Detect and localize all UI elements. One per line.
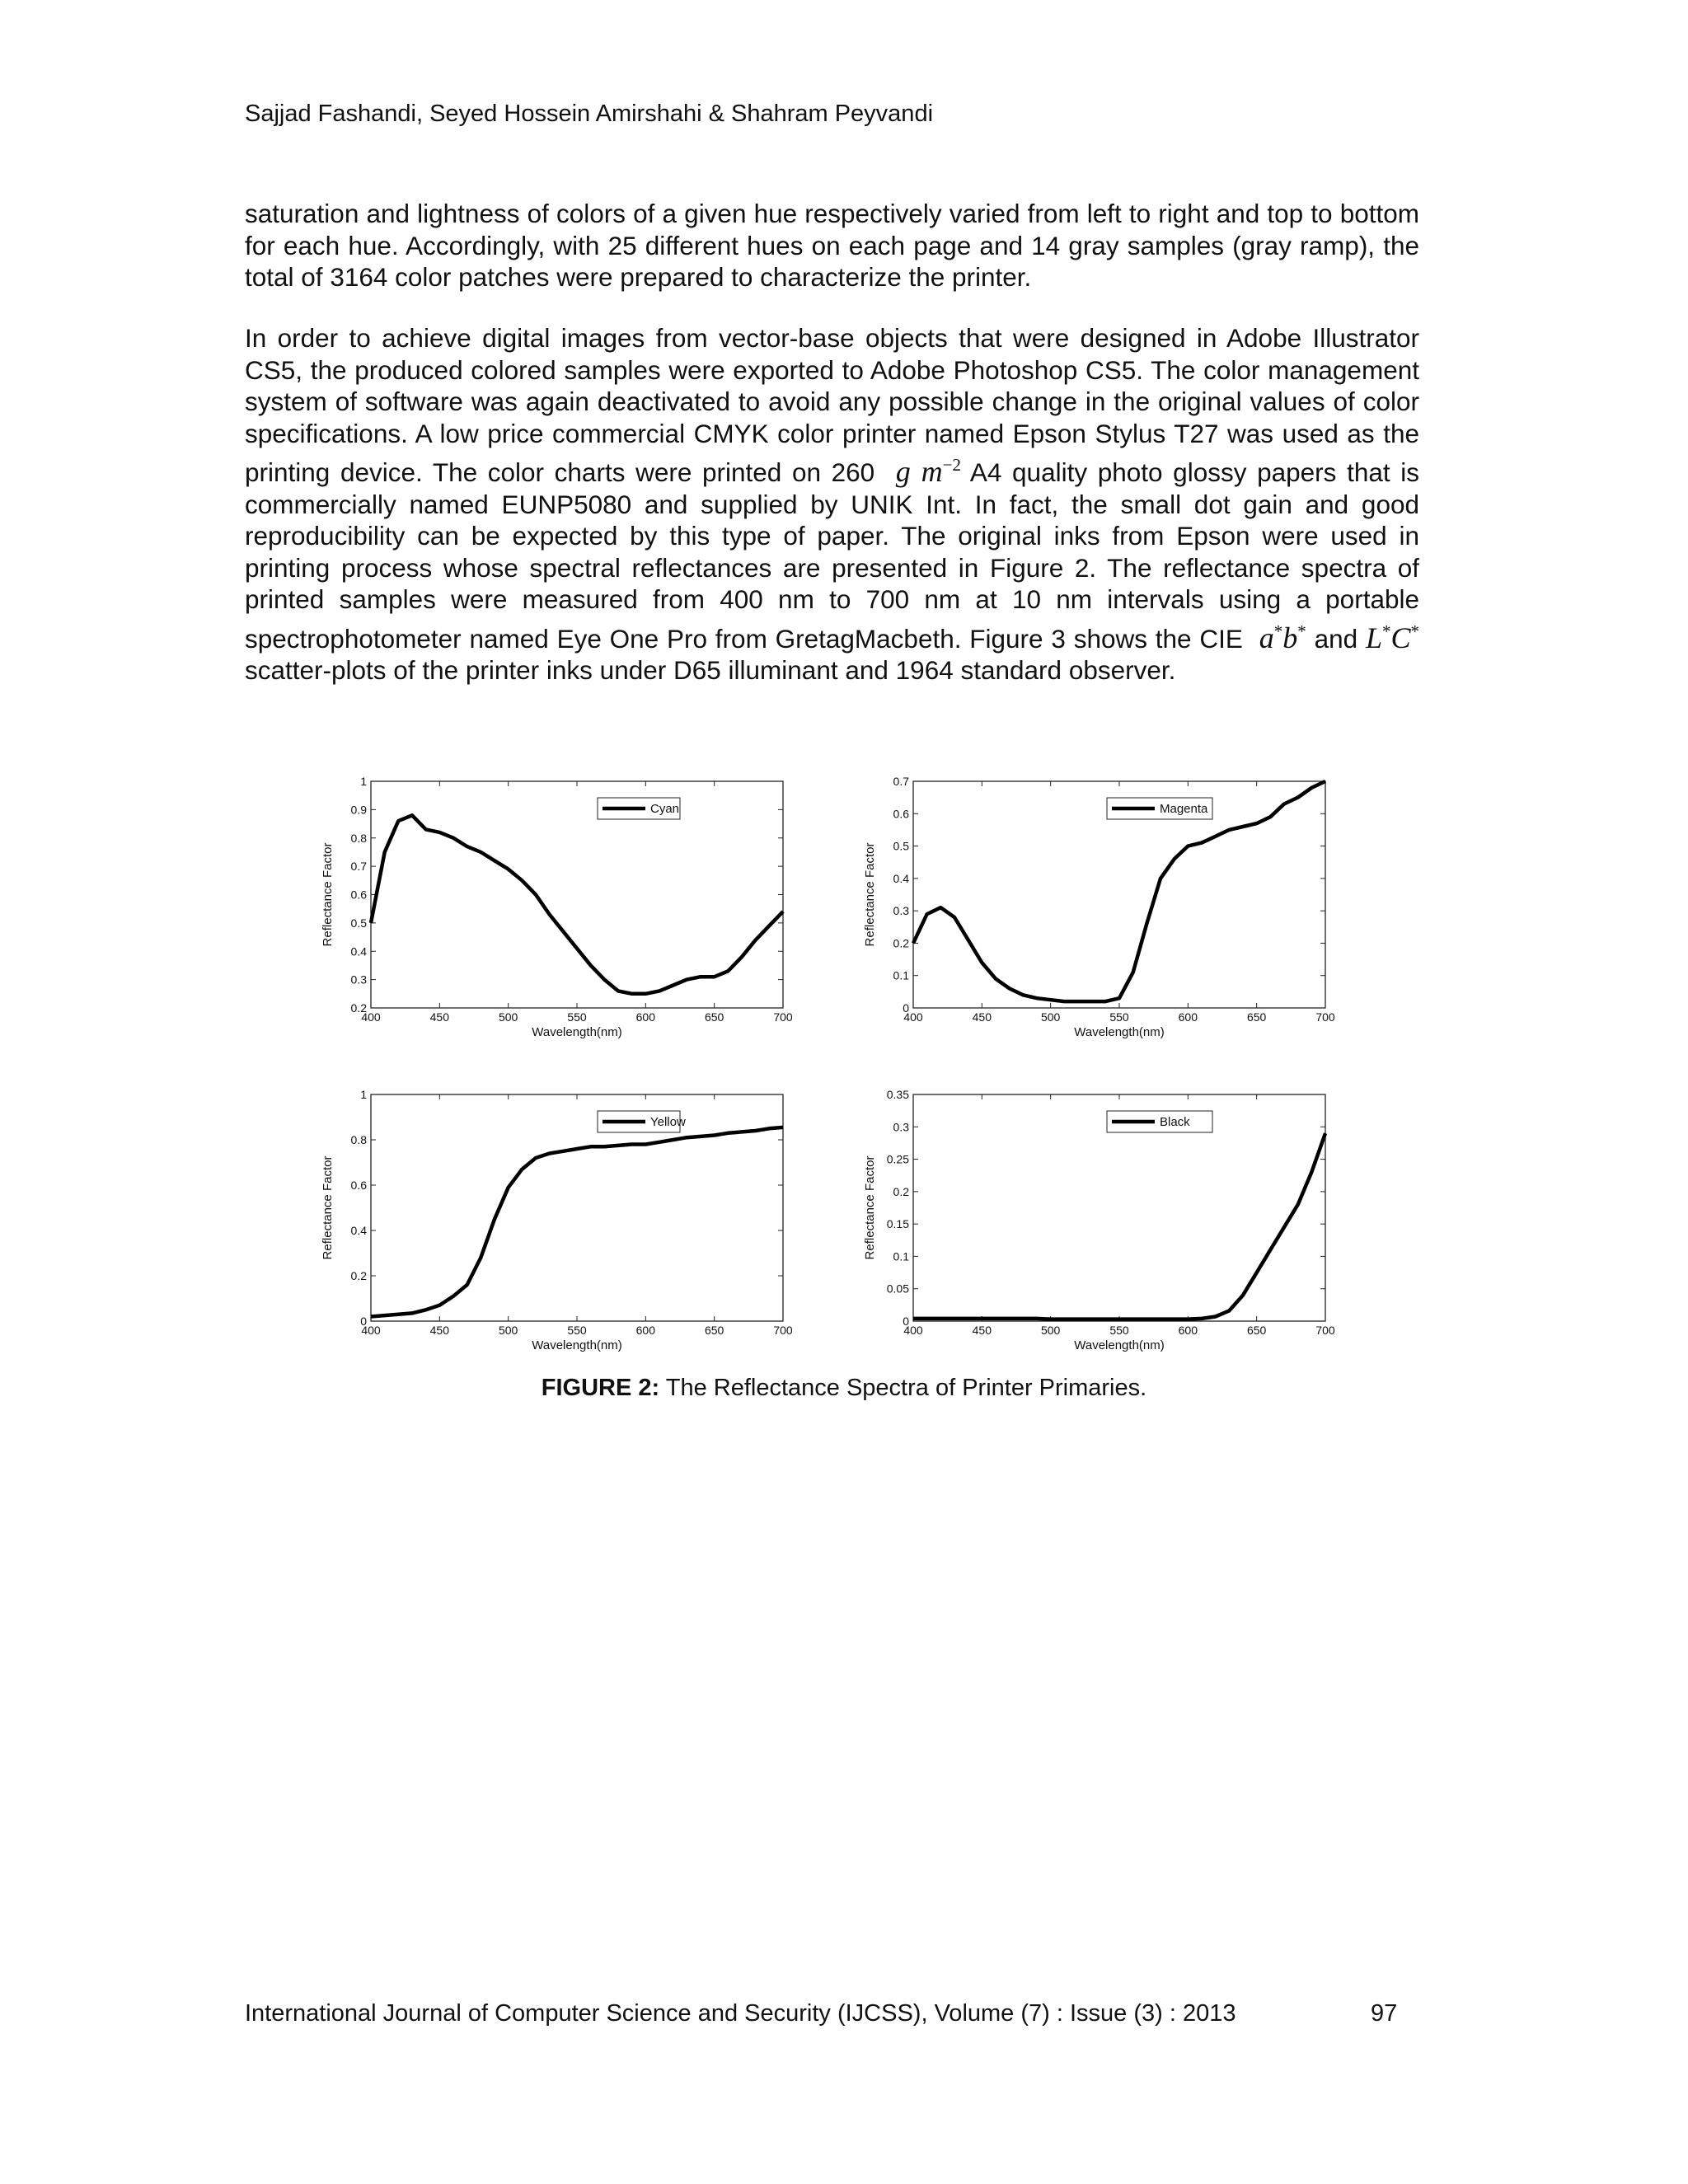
black-series-line [913, 1133, 1325, 1319]
y-tick-label: 0.6 [350, 888, 367, 902]
x-tick-label: 600 [635, 1324, 656, 1337]
y-axis-label: Reflectance Factor [863, 842, 877, 947]
y-tick-label: 0.1 [893, 968, 909, 982]
unit-exponent: −2 [942, 455, 961, 475]
legend-label: Black [1160, 1115, 1190, 1129]
caption-label: FIGURE 2: [541, 1375, 660, 1401]
y-axis-label: Reflectance Factor [863, 1155, 877, 1260]
x-axis-label: Wavelength(nm) [1074, 1338, 1165, 1352]
star-L: * [1381, 621, 1391, 641]
math-lc [1366, 621, 1419, 654]
legend-label: Yellow [650, 1115, 686, 1129]
x-axis-label: Wavelength(nm) [532, 1338, 622, 1352]
y-tick-label: 0.7 [350, 860, 367, 874]
x-tick-label: 550 [567, 1010, 587, 1024]
x-tick-label: 650 [1246, 1010, 1267, 1024]
cyan-series-line [371, 815, 783, 994]
x-tick-label: 500 [1040, 1324, 1061, 1337]
x-tick-label: 400 [361, 1010, 381, 1024]
plot-frame [371, 1094, 783, 1321]
chart-black-svg [864, 1088, 1350, 1368]
journal-footer: International Journal of Computer Science and Security (IJCSS), Volume (7) : Issue (3) : 2013 [245, 2000, 1236, 2027]
x-tick-label: 700 [1315, 1324, 1335, 1337]
para2-text-b: A4 quality photo glossy papers that is commercially named EUNP5080 and supplied by UNIK Int. In fact, the small dot gain and good reproducibility can be expected by this type of paper. The original inks from Epson were used in printing process whose spectral reflectances are presented in Figure 2. The reflectance spectra of printed samples were measured from 400 nm to 700 nm at 10 nm intervals using a portable spectrophotometer named Eye One Pro from GretagMacbeth. Figure 3 shows the CIE [245, 457, 1419, 654]
y-tick-label: 0.35 [886, 1088, 909, 1101]
x-tick-label: 400 [903, 1010, 923, 1024]
chart-yellow-svg [321, 1088, 808, 1368]
para2-text-c: scatter-plots of the printer inks under D65 illuminant and 1964 standard observer. [245, 655, 1176, 685]
x-tick-label: 700 [773, 1010, 793, 1024]
x-tick-label: 550 [1109, 1010, 1129, 1024]
x-axis-label: Wavelength(nm) [1074, 1025, 1165, 1039]
and-text: and [1314, 623, 1358, 654]
x-tick-label: 700 [1315, 1010, 1335, 1024]
x-tick-label: 550 [567, 1324, 587, 1337]
x-tick-label: 600 [1178, 1010, 1198, 1024]
y-tick-label: 0.4 [893, 871, 909, 885]
x-tick-label: 450 [429, 1324, 450, 1337]
y-tick-label: 0.7 [893, 775, 909, 788]
y-tick-label: 0.4 [350, 1224, 367, 1237]
x-tick-label: 600 [635, 1010, 656, 1024]
star-a: * [1273, 621, 1283, 641]
y-tick-label: 0.15 [886, 1217, 909, 1231]
unit-g: g [895, 455, 911, 488]
x-tick-label: 650 [704, 1324, 724, 1337]
legend-label: Magenta [1160, 802, 1208, 816]
x-tick-label: 650 [1246, 1324, 1267, 1337]
chart-cyan-svg [321, 775, 808, 1055]
y-tick-label: 0 [903, 1315, 909, 1328]
star-C: * [1410, 621, 1419, 641]
x-tick-label: 700 [773, 1324, 793, 1337]
body-paragraph-2 [245, 322, 1419, 687]
chart-yellow [321, 1088, 808, 1368]
y-tick-label: 0.2 [350, 1001, 367, 1015]
page-number: 97 [1371, 2000, 1398, 2027]
x-tick-label: 450 [972, 1324, 992, 1337]
y-tick-label: 0.2 [893, 936, 909, 950]
star-b: * [1297, 621, 1306, 641]
x-tick-label: 550 [1109, 1324, 1129, 1337]
y-tick-label: 0.2 [350, 1269, 367, 1282]
legend-label: Cyan [650, 802, 680, 816]
y-tick-label: 0.8 [350, 1133, 367, 1146]
y-axis-label: Reflectance Factor [321, 1155, 335, 1260]
y-tick-label: 0.6 [893, 807, 909, 821]
x-tick-label: 400 [903, 1324, 923, 1337]
running-header: Sajjad Fashandi, Seyed Hossein Amirshahi & Shahram Peyvandi [245, 101, 934, 127]
math-ab [1251, 621, 1306, 654]
chart-cyan [321, 775, 808, 1055]
unit-m: m [921, 455, 943, 488]
chart-magenta [864, 775, 1350, 1055]
y-tick-label: 0.25 [886, 1152, 909, 1166]
y-tick-label: 1 [360, 775, 367, 788]
y-tick-label: 0.1 [893, 1249, 909, 1263]
x-tick-label: 400 [361, 1324, 381, 1337]
symbol-L: L [1365, 621, 1382, 654]
y-tick-label: 0 [903, 1001, 909, 1015]
y-tick-label: 0.3 [350, 972, 367, 987]
x-tick-label: 500 [1040, 1010, 1061, 1024]
x-axis-label: Wavelength(nm) [532, 1025, 622, 1039]
x-tick-label: 500 [498, 1010, 518, 1024]
y-tick-label: 0.2 [893, 1184, 909, 1198]
chart-magenta-svg [864, 775, 1350, 1055]
y-tick-label: 0.6 [350, 1179, 367, 1192]
x-tick-label: 650 [704, 1010, 724, 1024]
unit-gsm [885, 455, 961, 488]
y-tick-label: 0.8 [350, 831, 367, 845]
x-tick-label: 450 [972, 1010, 992, 1024]
y-tick-label: 0.9 [350, 803, 367, 817]
yellow-series-line [371, 1127, 783, 1317]
x-tick-label: 500 [498, 1324, 518, 1337]
chart-black [864, 1088, 1350, 1368]
x-tick-label: 450 [429, 1010, 450, 1024]
symbol-b: b [1282, 621, 1298, 654]
y-tick-label: 0.3 [893, 904, 909, 918]
y-tick-label: 0.3 [893, 1120, 909, 1134]
x-tick-label: 600 [1178, 1324, 1198, 1337]
y-tick-label: 0.5 [350, 916, 367, 930]
y-tick-label: 0.05 [886, 1282, 909, 1296]
y-tick-label: 1 [360, 1088, 367, 1101]
figure-caption [0, 1375, 1688, 1402]
body-paragraph-1: saturation and lightness of colors of a given hue respectively varied from left to right and top to bottom for each hue. Accordingly, with 25 different hues on each page and 14 gray samples (gray ramp), the total of 3164 color patches were prepared to characterize the printer. [245, 199, 1419, 292]
y-tick-label: 0 [360, 1315, 367, 1328]
symbol-C: C [1390, 621, 1411, 654]
y-tick-label: 0.4 [350, 944, 367, 958]
y-tick-label: 0.5 [893, 839, 909, 853]
y-axis-label: Reflectance Factor [321, 842, 335, 947]
para2-text-a: In order to achieve digital images from vector-base objects that were designed in Adobe Illustrator CS5, the produced colored samples were exported to Adobe Photoshop CS5. The color management system of software was again deactivated to avoid any possible change in the original values of color specifications. A low price commercial CMYK color printer named Epson Stylus T27 was used as the printing device. The color charts were printed on 260 [245, 323, 1419, 487]
symbol-a: a [1259, 621, 1274, 654]
caption-text: The Reflectance Spectra of Printer Primaries. [665, 1375, 1147, 1401]
